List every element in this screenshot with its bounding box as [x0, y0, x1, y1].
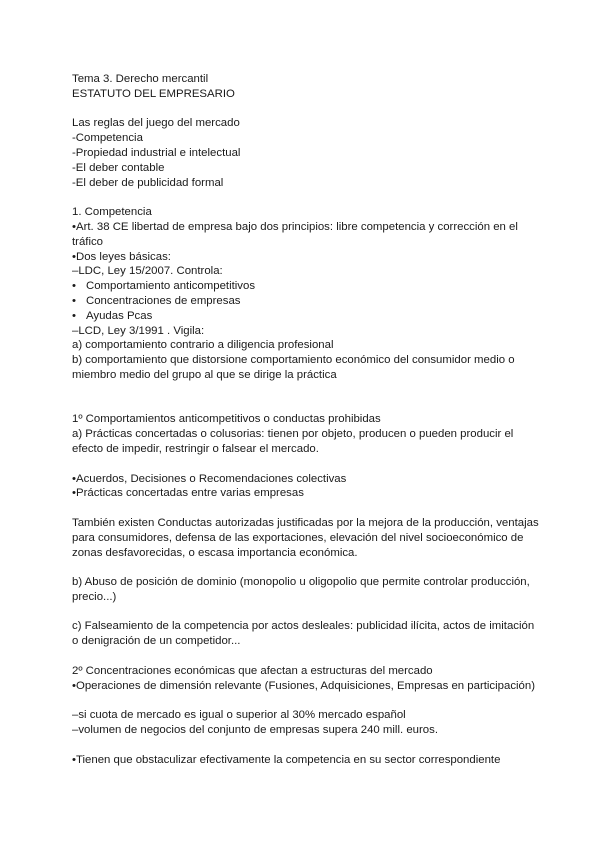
- lcd-item-b: b) comportamiento que distorsione comportamiento económico del consumidor medio o miembro medio del grupo al que se dirige la práctica: [72, 354, 515, 381]
- reglas-heading: Las reglas del juego del mercado: [72, 117, 240, 130]
- falseamiento-paragraph: c) Falseamiento de la competencia por actos desleales: publicidad ilícita, actos de imitación o denigración de un competidor...: [72, 620, 535, 648]
- ldc-item-text: Ayudas Pcas: [86, 309, 153, 322]
- abuso-posicion-paragraph: b) Abuso de posición de dominio (monopolio u oligopolio que permite controlar producción, precio...): [72, 576, 530, 603]
- list-item: -Propiedad industrial e intelectual: [72, 146, 241, 159]
- list-item: -Competencia: [72, 132, 143, 145]
- concentraciones-heading: 2º Concentraciones económicas que afectan a estructuras del mercado: [72, 664, 433, 677]
- ldc-item-text: Comportamiento anticompetitivos: [86, 280, 256, 293]
- cuota-line: –si cuota de mercado es igual o superior al 30% mercado español: [72, 709, 406, 722]
- bullet-icon: •: [72, 280, 76, 293]
- document-subtitle: ESTATUTO DEL EMPRESARIO: [72, 87, 235, 100]
- art38-paragraph: •Art. 38 CE libertad de empresa bajo dos principios: libre competencia y corrección en el tráfico: [72, 220, 518, 248]
- list-item: [72, 294, 542, 309]
- dos-leyes-line: •Dos leyes básicas:: [72, 250, 171, 263]
- ldc-item-text: Concentraciones de empresas: [86, 294, 241, 307]
- operaciones-line: •Operaciones de dimensión relevante (Fusiones, Adquisiciones, Empresas en participación): [72, 679, 536, 692]
- obstaculizar-line: •Tienen que obstaculizar efectivamente la competencia en su sector correspondiente: [72, 753, 501, 766]
- competencia-heading: 1. Competencia: [72, 206, 152, 219]
- acuerdos-line: •Acuerdos, Decisiones o Recomendaciones colectivas: [72, 472, 347, 485]
- bullet-icon: •: [72, 309, 76, 322]
- practicas-line: •Prácticas concertadas entre varias empresas: [72, 487, 304, 500]
- volumen-line: –volumen de negocios del conjunto de empresas supera 240 mill. euros.: [72, 724, 438, 737]
- list-item: [72, 279, 542, 294]
- lcd-item-a: a) comportamiento contrario a diligencia profesional: [72, 339, 334, 352]
- conductas-autorizadas-paragraph: También existen Conductas autorizadas justificadas por la mejora de la producción, ventajas para consumidores, defensa de las exportaciones, elevación del nivel socioeconómico de zonas desfavorecidas, o escasa importancia económica.: [72, 516, 539, 559]
- comportamientos-heading: 1º Comportamientos anticompetitivos o conductas prohibidas: [72, 413, 381, 426]
- list-item: -El deber contable: [72, 161, 165, 174]
- list-item: -El deber de publicidad formal: [72, 176, 224, 189]
- lcd-line: –LCD, Ley 3/1991 . Vigila:: [72, 324, 205, 337]
- ldc-line: –LDC, Ley 15/2007. Controla:: [72, 265, 223, 278]
- document-page: [72, 72, 542, 767]
- document-title: Tema 3. Derecho mercantil: [72, 73, 209, 85]
- list-item: [72, 309, 542, 324]
- bullet-icon: •: [72, 294, 76, 307]
- practicas-concertadas-paragraph: a) Prácticas concertadas o colusorias: tienen por objeto, producen o pueden producir el efecto de impedir, restringir o falsear el mercado.: [72, 428, 514, 455]
